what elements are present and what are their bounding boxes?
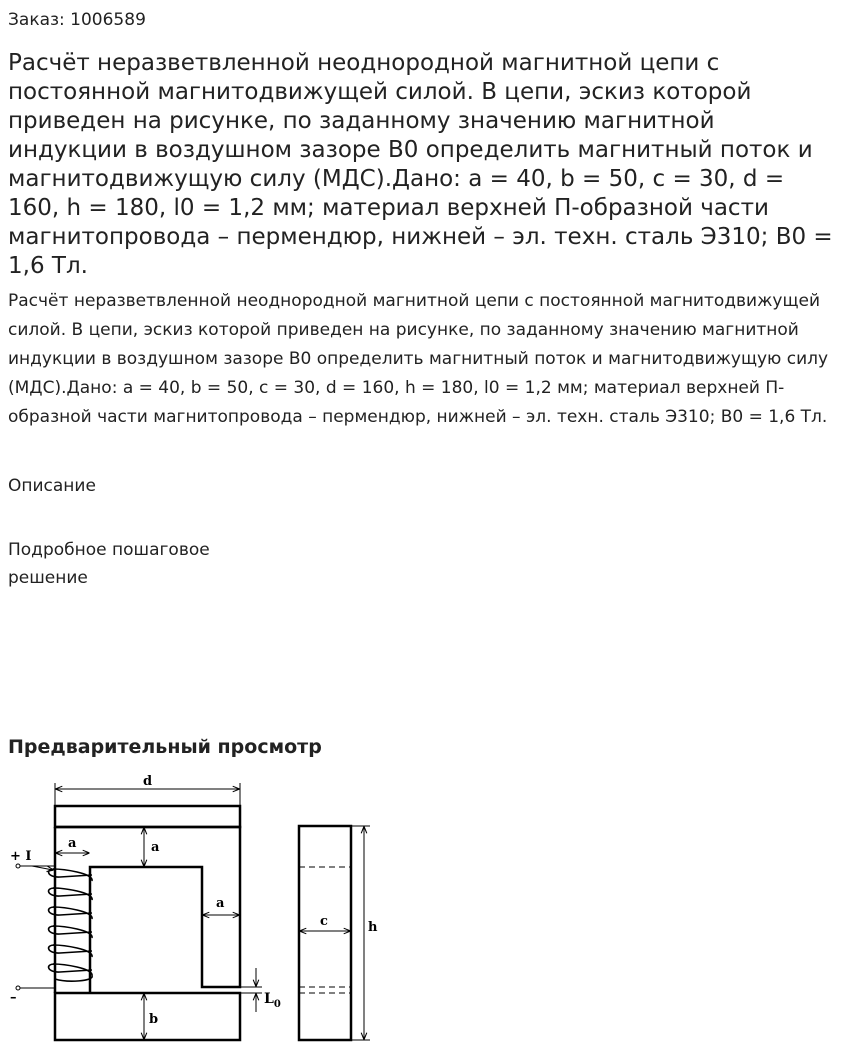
label-a-left: a [68,836,77,851]
label-minus: – [10,990,17,1005]
core-bottom-bar [55,993,240,1040]
side-view [299,826,351,1040]
page-title: Расчёт неразветвленной неоднородной магнитной цепи с постоянной магнитодвижущей силой. В цепи, эскиз которой приведен на рисунке, по заданному значению магнитной индукции в воздушном зазоре В0 определить магнитный поток и магнитодвижущую силу (МДС).Дано: а = 40, b = 50, c = 30, d = 160, h = 180, l0 = 1,2 мм; материал верхней П-образной части магнитопровода – пермендюр, нижней – эл. техн. сталь Э310; В0 = 1,6 Тл. [8,50,833,279]
label-plus-i: + I [10,849,32,864]
task-text: Расчёт неразветвленной неоднородной магнитной цепи с постоянной магнитодвижущей силой. В цепи, эскиз которой приведен на рисунке, по заданному значению магнитной индукции в воздушном зазоре В0 определить магнитный поток и магнитодвижущую силу (МДС).Дано: а = 40, b = 50, c = 30, d = 160, h = 180, l0 = 1,2 мм; материал верхней П-образной части магнитопровода – пермендюр, нижней – эл. техн. сталь Э310; В0 = 1,6 Тл. [8,291,829,427]
label-a-right: a [216,896,225,911]
preview-heading: Предварительный просмотр [8,736,322,758]
label-d: d [143,774,153,789]
description-value: Подробное пошаговое решение [8,540,210,588]
description-label: Описание [8,476,96,496]
current-arrow [32,866,53,870]
core-top-yoke [55,806,240,827]
label-h: h [368,920,378,935]
label-l0: $L_0$ [264,991,281,1010]
order-number: Заказ: 1006589 [8,10,146,30]
magnetic-circuit-svg [8,765,388,1055]
label-b: b [149,1012,159,1027]
label-a-top: a [151,840,160,855]
magnetic-circuit-figure [8,765,388,1055]
label-c: c [320,914,328,929]
